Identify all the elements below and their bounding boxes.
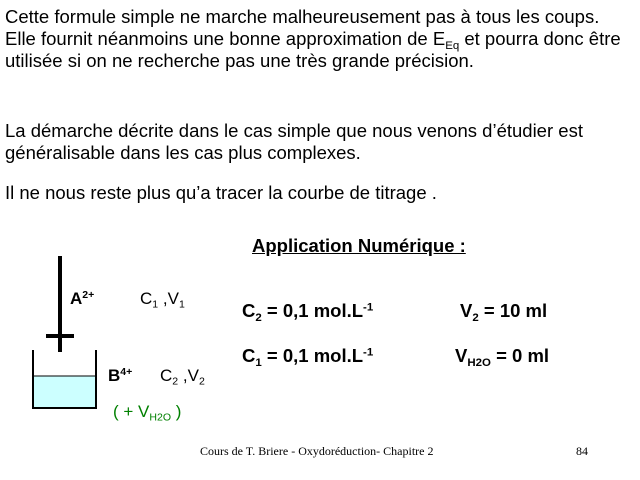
c1-v1-label: $C_1$ $,V_1$ bbox=[140, 289, 185, 311]
c2-v2-label: $C_2$ $,V_2$ bbox=[160, 366, 205, 388]
beaker-solution bbox=[34, 376, 95, 407]
footer-course-text: Cours de T. Briere - Oxydoréduction- Chapitre 2 bbox=[200, 444, 434, 458]
vh2o-equation: $V_{H2O} = 0$ ml bbox=[455, 345, 550, 369]
titration-apparatus-diagram bbox=[0, 250, 240, 424]
intro-paragraph: Cette formule simple ne marche malheureusement pas à tous les coups. Elle fournit néanmoins une bonne approximation de $E_{Eq}$ et pourra donc être utilisée si on ne recherche pas une très grande précision. bbox=[5, 6, 621, 71]
c2-equation: $C_2 = 0,1$ $mol.L^{-1}$ bbox=[242, 300, 374, 324]
b-ion-label: $B^{4+}$ bbox=[108, 366, 133, 385]
v2-equation: $V_2 = 10$ ml bbox=[460, 300, 548, 324]
c1-equation: $C_1 = 0,1$ $mol.L^{-1}$ bbox=[242, 345, 374, 369]
conclusion-paragraph: Il ne nous reste plus qu’a tracer la courbe de titrage . bbox=[5, 182, 437, 203]
a-ion-label: $A^{2+}$ bbox=[70, 289, 95, 308]
application-title: Application Numérique : bbox=[252, 235, 466, 256]
footer-page-number: 84 bbox=[576, 444, 588, 458]
water-volume-label: ( + $V_{H2O}$ ) bbox=[113, 402, 182, 424]
method-paragraph: La démarche décrite dans le cas simple que nous venons d’étudier est généralisable dans les cas plus complexes. bbox=[5, 120, 583, 163]
